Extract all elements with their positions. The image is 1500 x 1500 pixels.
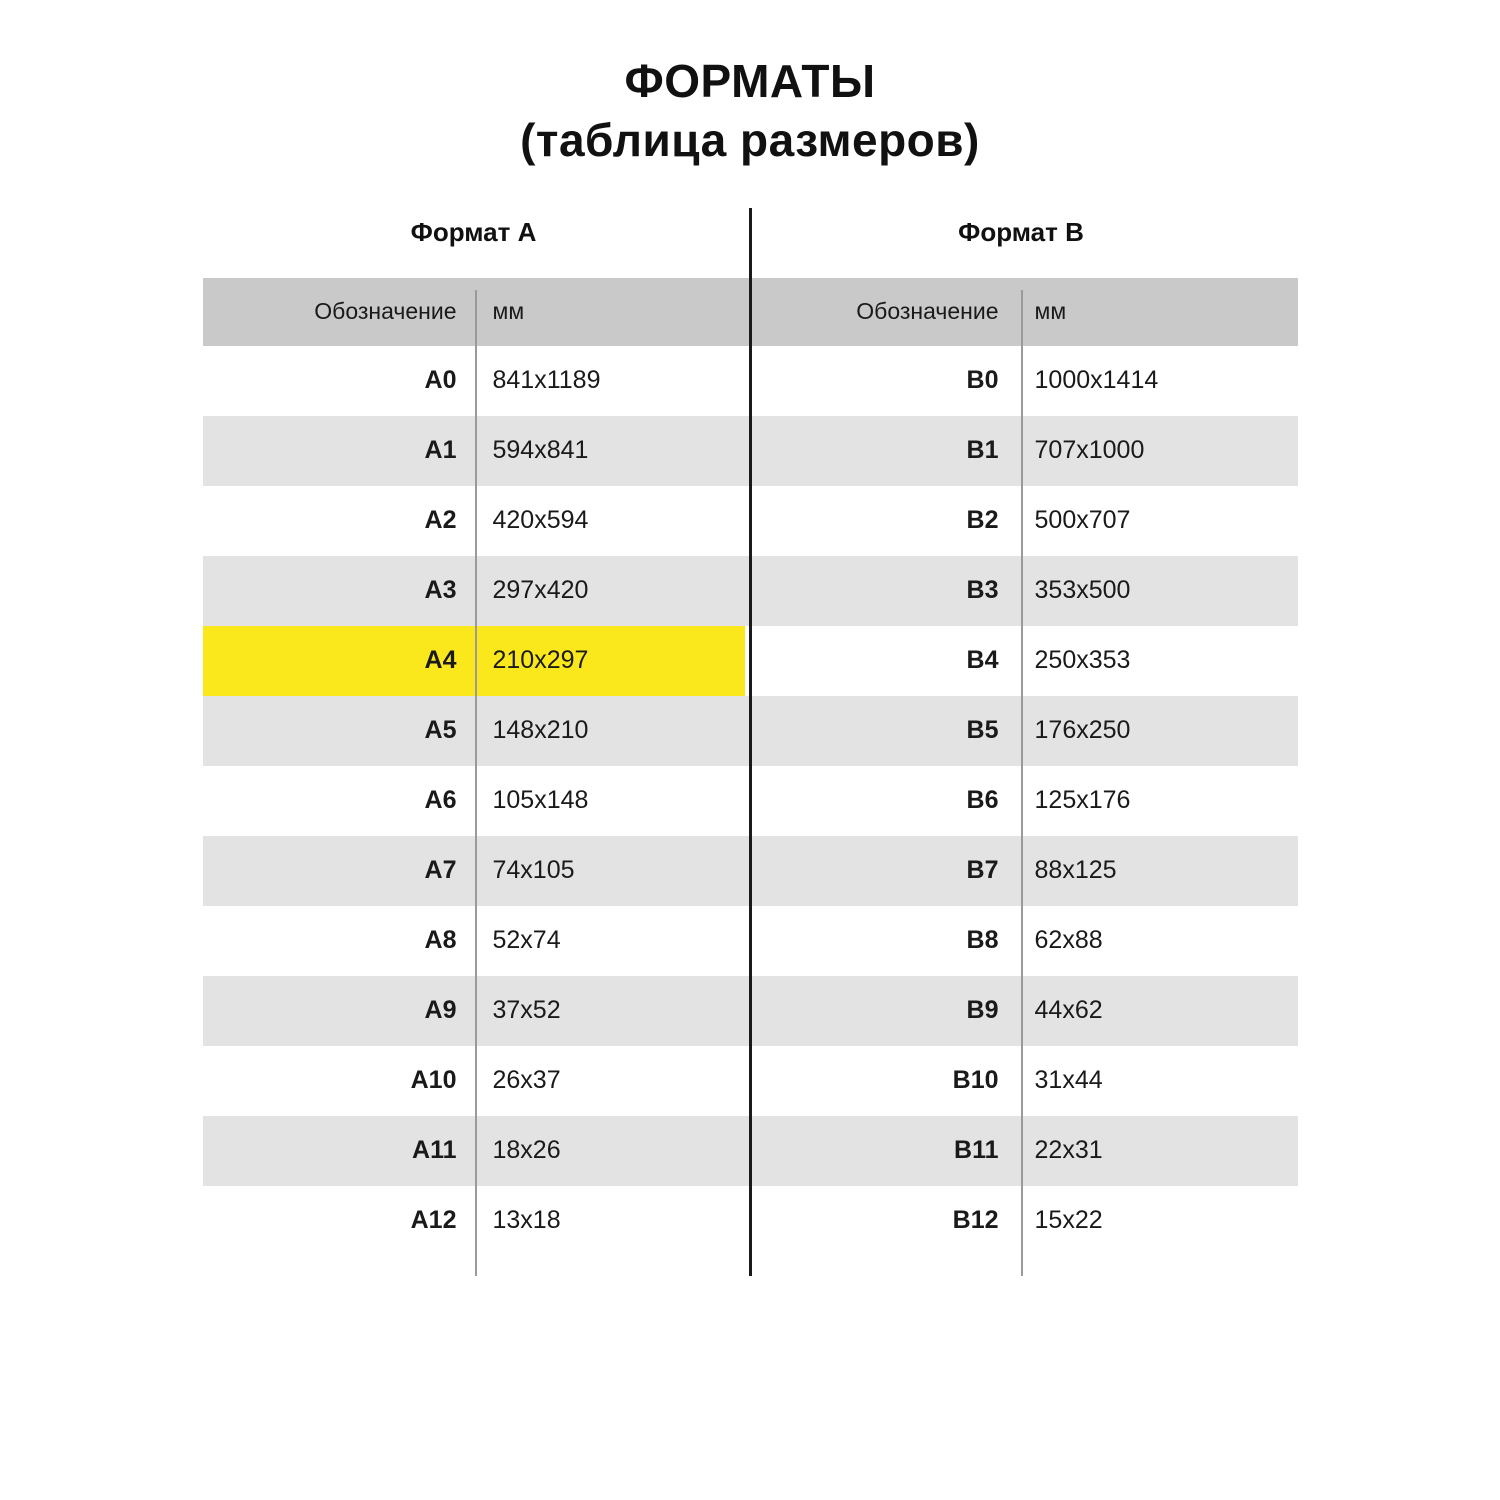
cell-b-mm: 62x88: [1017, 906, 1298, 976]
cell-a-mm: 594x841: [475, 416, 745, 486]
cell-b-code: B4: [745, 626, 1017, 696]
group-divider: [749, 208, 752, 1276]
cell-b-code: B1: [745, 416, 1017, 486]
column-divider-b: [1021, 290, 1023, 1276]
cell-b-code: B10: [745, 1046, 1017, 1116]
title-line-2: (таблица размеров): [520, 113, 980, 166]
cell-a-mm: 18x26: [475, 1116, 745, 1186]
cell-b-mm: 250x353: [1017, 626, 1298, 696]
cell-b-code: B0: [745, 346, 1017, 416]
column-header-b-mm: мм: [1017, 278, 1298, 346]
cell-b-code: B3: [745, 556, 1017, 626]
cell-b-code: B2: [745, 486, 1017, 556]
formats-table-wrapper: [203, 208, 1298, 1256]
cell-a-mm: 37x52: [475, 976, 745, 1046]
cell-a-code: A0: [203, 346, 475, 416]
cell-b-code: B9: [745, 976, 1017, 1046]
cell-b-code: B7: [745, 836, 1017, 906]
cell-b-mm: 125x176: [1017, 766, 1298, 836]
cell-a-code: A9: [203, 976, 475, 1046]
cell-a-code: A6: [203, 766, 475, 836]
cell-b-code: B12: [745, 1186, 1017, 1256]
cell-a-mm: 148x210: [475, 696, 745, 766]
cell-b-mm: 707x1000: [1017, 416, 1298, 486]
cell-b-mm: 22x31: [1017, 1116, 1298, 1186]
cell-a-code: A4: [203, 626, 475, 696]
cell-b-mm: 1000x1414: [1017, 346, 1298, 416]
page-title: [0, 0, 1500, 170]
group-header-a: Формат А: [203, 208, 745, 278]
cell-a-mm: 297x420: [475, 556, 745, 626]
cell-b-mm: 31x44: [1017, 1046, 1298, 1116]
cell-b-code: B11: [745, 1116, 1017, 1186]
cell-a-code: A1: [203, 416, 475, 486]
column-header-b-code: Обозначение: [745, 278, 1017, 346]
cell-a-mm: 420x594: [475, 486, 745, 556]
column-header-a-code: Обозначение: [203, 278, 475, 346]
cell-a-code: A11: [203, 1116, 475, 1186]
cell-b-code: B6: [745, 766, 1017, 836]
column-header-a-mm: мм: [475, 278, 745, 346]
column-divider-a: [475, 290, 477, 1276]
cell-a-code: A8: [203, 906, 475, 976]
cell-a-mm: 13x18: [475, 1186, 745, 1256]
cell-a-mm: 74x105: [475, 836, 745, 906]
cell-a-mm: 105x148: [475, 766, 745, 836]
cell-a-code: A3: [203, 556, 475, 626]
title-line-1: ФОРМАТЫ: [624, 55, 876, 107]
cell-a-mm: 841x1189: [475, 346, 745, 416]
cell-a-mm: 210x297: [475, 626, 745, 696]
cell-b-mm: 88x125: [1017, 836, 1298, 906]
cell-b-mm: 500x707: [1017, 486, 1298, 556]
cell-a-code: A7: [203, 836, 475, 906]
cell-b-code: B8: [745, 906, 1017, 976]
cell-b-mm: 15x22: [1017, 1186, 1298, 1256]
cell-a-mm: 52x74: [475, 906, 745, 976]
cell-b-code: B5: [745, 696, 1017, 766]
cell-b-mm: 176x250: [1017, 696, 1298, 766]
cell-a-code: A10: [203, 1046, 475, 1116]
cell-b-mm: 353x500: [1017, 556, 1298, 626]
cell-b-mm: 44x62: [1017, 976, 1298, 1046]
cell-a-code: A12: [203, 1186, 475, 1256]
group-header-b: Формат B: [745, 208, 1298, 278]
cell-a-mm: 26x37: [475, 1046, 745, 1116]
cell-a-code: A2: [203, 486, 475, 556]
cell-a-code: A5: [203, 696, 475, 766]
